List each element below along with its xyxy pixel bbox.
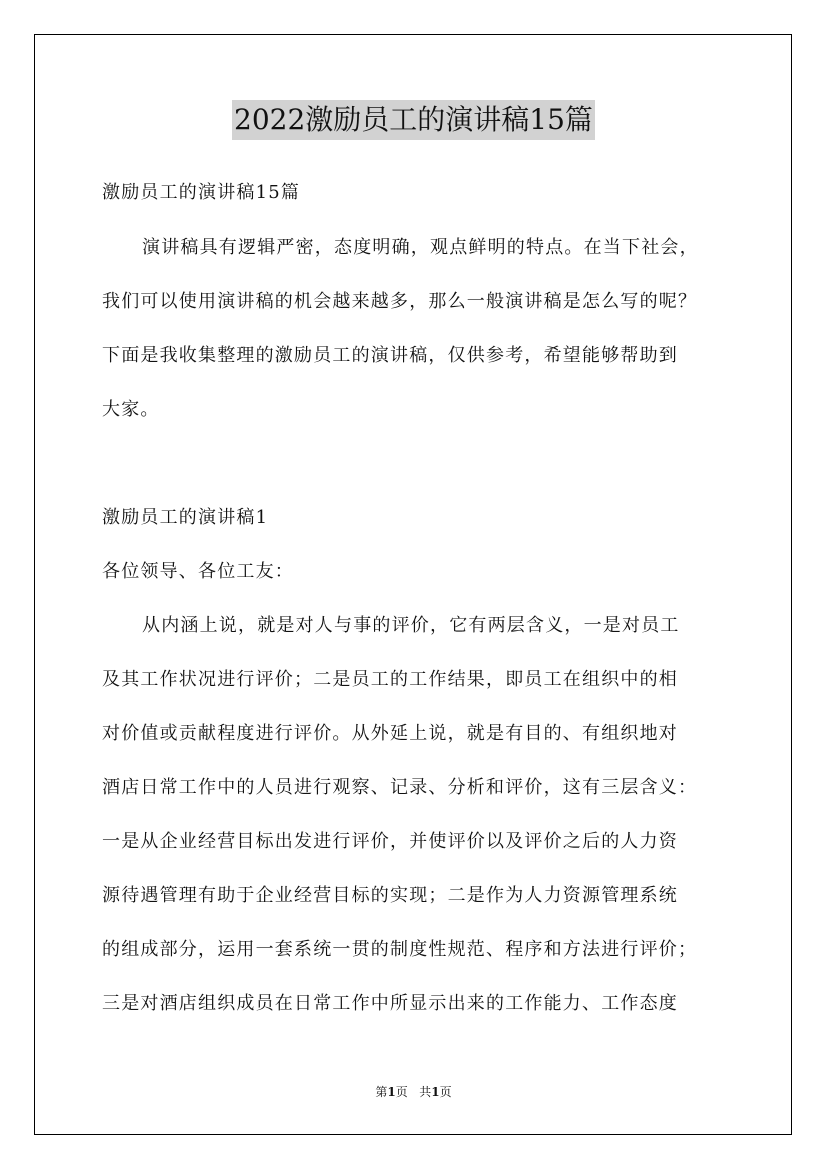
footer-page-number: 1 — [387, 1085, 396, 1099]
title-container — [0, 100, 827, 140]
body-line: 及其工作状况进行评价；二是员工的工作结果，即员工在组织中的相 — [102, 669, 678, 690]
intro-line: 下面是我收集整理的激励员工的演讲稿，仅供参考，希望能够帮助到 — [102, 345, 678, 366]
body-line: 三是对酒店组织成员在日常工作中所显示出来的工作能力、工作态度 — [102, 993, 678, 1014]
body-line: 酒店日常工作中的人员进行观察、记录、分析和评价，这有三层含义： — [102, 777, 698, 798]
body-line: 一是从企业经营目标出发进行评价，并使评价以及评价之后的人力资 — [102, 831, 678, 852]
section-heading: 激励员工的演讲稿1 — [102, 507, 269, 528]
footer-total-suffix: 页 — [439, 1085, 452, 1099]
footer-page-suffix: 页 — [395, 1085, 408, 1099]
intro-line: 大家。 — [102, 399, 160, 420]
body-line: 从内涵上说，就是对人与事的评价，它有两层含义，一是对员工 — [142, 615, 680, 636]
document-title: 2022激励员工的演讲稿15篇 — [232, 100, 595, 140]
footer-total-prefix: 共 — [419, 1085, 432, 1099]
salutation: 各位领导、各位工友： — [102, 561, 294, 582]
footer-prefix: 第 — [375, 1085, 388, 1099]
footer-total-pages: 1 — [431, 1085, 440, 1099]
page-footer — [0, 1084, 827, 1100]
intro-line: 演讲稿具有逻辑严密，态度明确，观点鲜明的特点。在当下社会， — [142, 237, 699, 258]
body-line: 源待遇管理有助于企业经营目标的实现；二是作为人力资源管理系统 — [102, 885, 678, 906]
document-subtitle: 激励员工的演讲稿15篇 — [102, 182, 301, 203]
intro-line: 我们可以使用演讲稿的机会越来越多，那么一般演讲稿是怎么写的呢？ — [102, 291, 698, 312]
body-line: 的组成部分，运用一套系统一贯的制度性规范、程序和方法进行评价； — [102, 939, 698, 960]
body-line: 对价值或贡献程度进行评价。从外延上说，就是有目的、有组织地对 — [102, 723, 678, 744]
